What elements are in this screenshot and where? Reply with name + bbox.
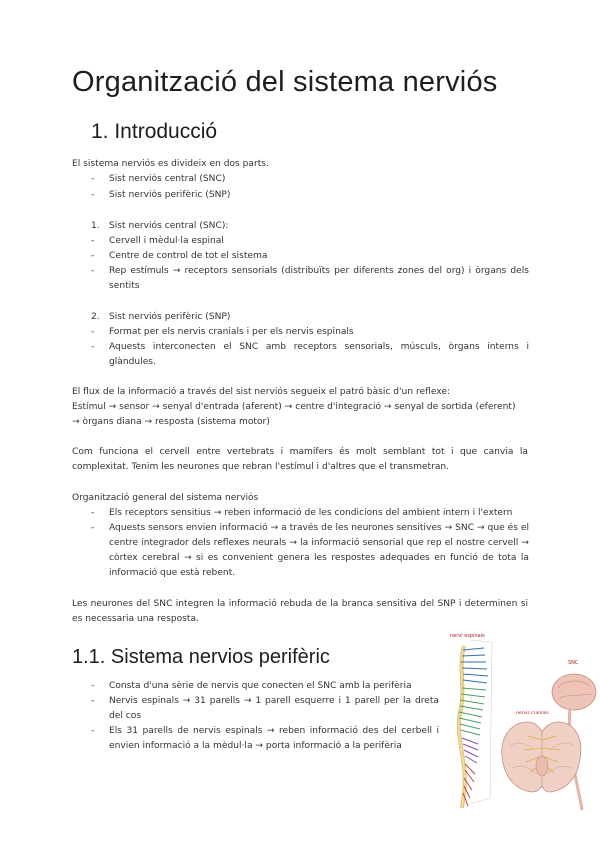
document-page: Organització del sistema nerviós 1. Introducció El sistema nerviós es divideix en dos parts. - Sist nerviós central (SNC) - Sist nerviós perifèric (SNP) 1. Sist nerviós central (SNC): - Cervell i mèdul·la espinal - Centre de control de tot el sistema - Rep estímuls → receptors sensorials (distribuïts per diferents zones del org) i òrgans dels sentits 2. Sist nerviós perifèric (SNP) - Format per els nervis cranials i per els nervis espinals - Aquests interconecten el SNC amb receptors sensorials, músculs, òrgans interns i glàndules. El flux de la informació a través del sist nerviós segueix el patró bàsic d'un reflexe: Estímul → sensor → senyal d'entrada (aferent) → centre d'integració → senyal de sortida (eferent) → òrgans diana → resposta (sistema motor) Com funciona el cervell entre vertebrats i mamífers és molt semblant tot i que canvia la complexitat. Tenim les neurones que rebran l'estímul i d'altres que el transmetran. Organització general del sistema nerviós - Els receptors sensitius → reben informació de les condicions del ambient intern i l'extern - Aquests sensors envien informació → a través de les neurones sensitives → SNC → que és el centre integrador dels reflexes neurals → la informació sensorial que rep el nostre cervell → còrtex cerebral → si es convenient genera les respostes adequades en funció de tota la informació que està rebent. Les neurones del SNC integren la informació rebuda de la branca sensitiva del SNP i determinen si es necessaria una resposta. 1.1. Sistema nervios perifèric - Consta d'una sèrie de nervis que conecten el SNC amb la perifèria - Nervis espinals → 31 parells → 1 parell esquerre i 1 parell per la dreta del cos - Els 31 parells de nervis espinals → reben informació des del cerbell i envien informació a la mèdul·la → porta informació a la perifèria nervi espinals SNC nervis cranials [0, 0, 600, 848]
figure-label-base: nervis cranials [516, 711, 549, 716]
nervous-system-illustration [440, 628, 600, 814]
spinal-column-drawing [459, 640, 492, 808]
page-title: Organització del sistema nerviós [72, 66, 498, 98]
figure-label-brain: SNC [568, 660, 579, 666]
figure-label-spine: nervi espinals [450, 633, 485, 639]
brain-base-drawing [502, 722, 581, 792]
paragraph-flux-line: El flux de la informació a través del sist nerviós segueix el patró bàsic d'un reflexe: [72, 387, 451, 397]
section-heading-intro: 1. Introducció [91, 120, 218, 143]
paragraph-cervell: Com funciona el cervell entre vertebrats i mamífers és molt semblant tot i que canvia la complexitat. Tenim les neurones que rebran l'estímul i d'altres que el transmetran. [72, 447, 528, 472]
paragraph-neurones: Les neurones del SNC integren la informació rebuda de la branca sensitiva del SNP i determinen si es necessaria una resposta. [72, 599, 528, 624]
paragraph-flux-line: → òrgans diana → resposta (sistema motor) [72, 417, 270, 427]
section-heading-snp: 1.1. Sistema nervios perifèric [72, 646, 330, 668]
paragraph-org-heading: Organització general del sistema nerviós [72, 493, 259, 503]
paragraph-intro: El sistema nerviós es divideix en dos parts. [72, 159, 269, 169]
paragraph-flux-line: Estímul → sensor → senyal d'entrada (aferent) → centre d'integració → senyal de sortida (eferent) [72, 402, 516, 412]
